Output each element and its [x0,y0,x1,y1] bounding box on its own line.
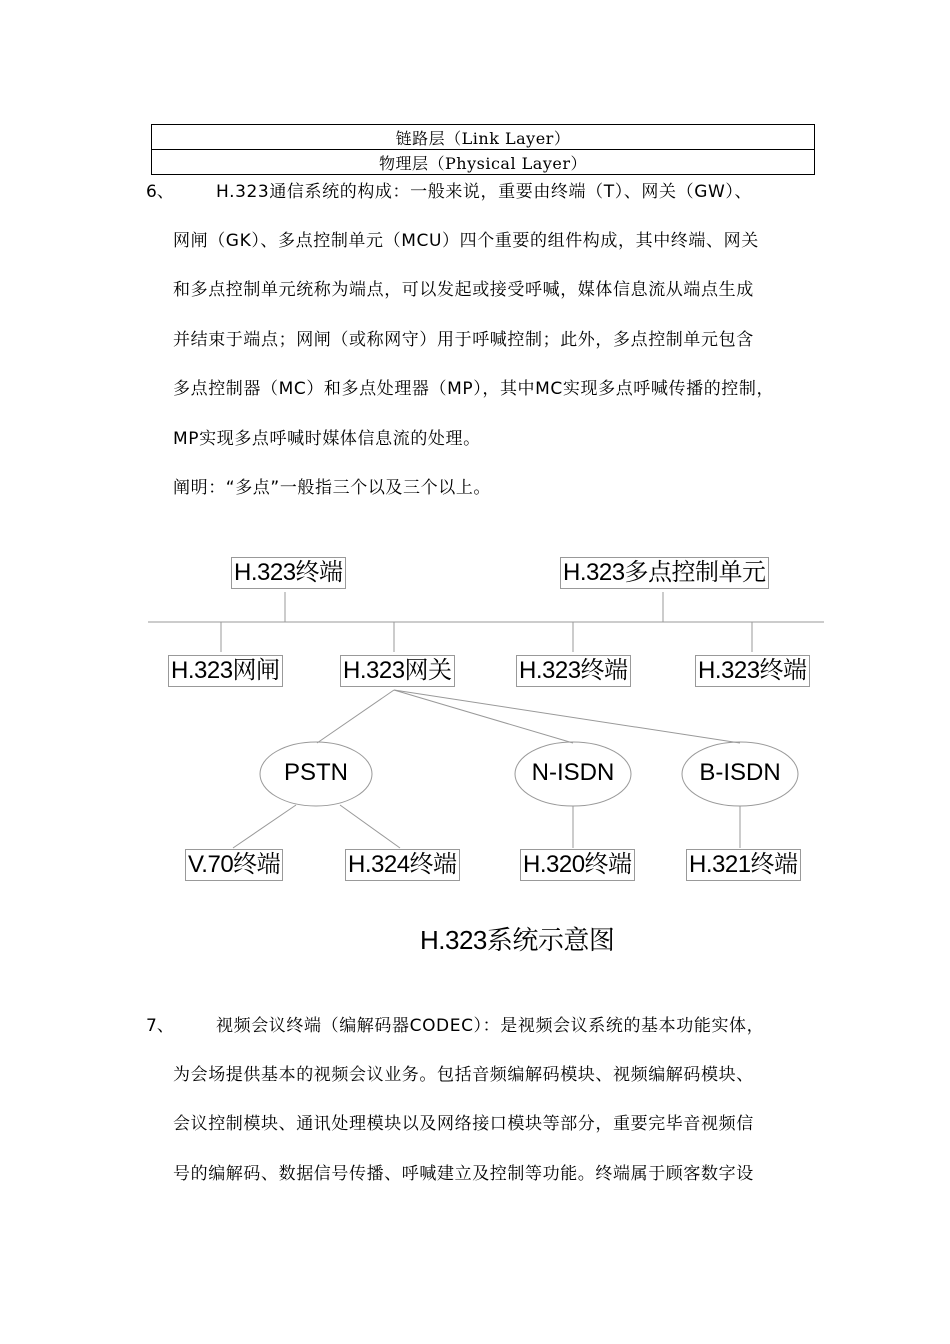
section-7-line: 视频会议终端（编解码器CODEC）：是视频会议系统的基本功能实体， [216,1016,765,1036]
pstn-label: PSTN [283,759,348,786]
section-7-line: 为会场提供基本的视频会议业务。包括音频编解码模块、视频编解码模块、 [173,1065,754,1085]
connector-line [394,690,740,743]
h323-mcu-node: H.323多点控制单元 [560,557,769,589]
h323-terminal-top-node: H.323终端 [231,557,346,589]
section-6-number: 6、 [146,182,174,202]
section-7-line: 会议控制模块、通讯处理模块以及网络接口模块等部分，重要完毕音视频信 [173,1114,754,1134]
section-6-line: H.323通信系统的构成：一般来说，重要由终端（T）、网关（GW）、 [216,182,753,202]
connector-line [394,690,573,743]
h323-terminal-node: H.323终端 [695,655,810,687]
h323-terminal-node: H.323终端 [516,655,631,687]
physical-layer-cell: 物理层（Physical Layer） [152,150,815,175]
h321-terminal-node: H.321终端 [686,849,801,881]
h323-system-diagram [0,540,950,970]
diagram-connectors [0,540,950,970]
section-6-line: 并结束于端点；网闸（或称网守）用于呼喊控制；此外，多点控制单元包含 [173,330,754,350]
section-7-line: 号的编解码、数据信号传播、呼喊建立及控制等功能。终端属于顾客数字设 [173,1164,754,1184]
section-6-line: 和多点控制单元统称为端点，可以发起或接受呼喊，媒体信息流从端点生成 [173,280,754,300]
table-row [152,150,815,175]
section-7-number: 7、 [146,1016,174,1036]
section-6-line: 网闸（GK）、多点控制单元（MCU）四个重要的组件构成，其中终端、网关 [173,231,759,251]
h320-terminal-node: H.320终端 [520,849,635,881]
section-6-line: 多点控制器（MC）和多点处理器（MP），其中MC实现多点呼喊传播的控制， [173,379,775,399]
diagram-caption: H.323系统示意图 [420,925,615,955]
connector-line [233,805,296,848]
section-6-line: MP实现多点呼喊时媒体信息流的处理。 [173,429,481,449]
h323-gateway-node: H.323网关 [340,655,455,687]
nisdn-label: N-ISDN [531,759,615,786]
protocol-layer-table [151,124,815,175]
section-6-note: 阐明：“多点”一般指三个以及三个以上。 [173,478,492,498]
table-row [152,125,815,150]
connector-line [340,805,400,848]
v70-terminal-node: V.70终端 [185,849,283,881]
h323-gatekeeper-node: H.323网闸 [168,655,283,687]
connector-line [317,690,394,743]
link-layer-cell: 链路层（Link Layer） [152,125,815,150]
h324-terminal-node: H.324终端 [345,849,460,881]
bisdn-label: B-ISDN [699,759,781,786]
